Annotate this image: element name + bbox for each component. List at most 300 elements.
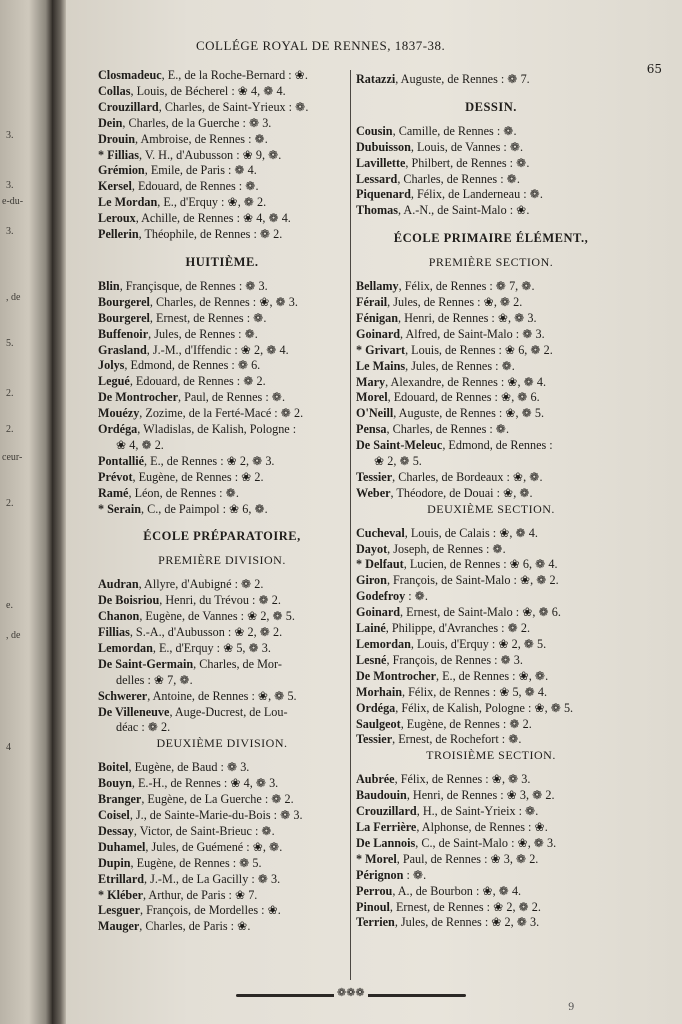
student-name: Lavillette (356, 155, 406, 170)
student-name: Cousin (356, 123, 393, 138)
student-name: Pontallié (98, 453, 145, 468)
list-item (356, 124, 626, 140)
student-name: Closmadeuc (98, 68, 162, 82)
list-item (356, 804, 626, 820)
right-column (356, 72, 626, 931)
student-name: Terrien (356, 915, 395, 930)
list-item (98, 116, 346, 132)
student-name: Cucheval (356, 525, 405, 540)
student-details: , Edouard, de Rennes : ❀, ❁ 6. (387, 390, 540, 405)
left-page-text-fragment: 2. (6, 498, 14, 509)
list-item (356, 140, 626, 156)
list-item (356, 605, 626, 621)
student-name: Jolys (98, 358, 125, 373)
student-details: , François, de Mordelles : ❀. (139, 903, 281, 918)
student-details: , Eugène, de La Guerche : ❁ 2. (141, 792, 294, 807)
left-page-text-fragment: e. (6, 600, 13, 611)
list-item (356, 279, 626, 295)
student-name: Tessier (356, 469, 393, 484)
subsection-heading: PREMIÈRE SECTION. (428, 255, 554, 270)
student-details: , Auguste, de Rennes : ❀, ❁ 5. (393, 406, 544, 421)
list-item (356, 486, 626, 502)
student-name: Boitel (98, 760, 129, 775)
student-name: Goinard (356, 326, 401, 341)
student-details: , J.-M., d'Iffendic : ❀ 2, ❁ 4. (146, 342, 289, 357)
student-details: , Félix, de Rennes : ❁ 7, ❁. (398, 279, 535, 294)
list-item (98, 132, 346, 148)
student-details: , Edmond, de Rennes : (442, 438, 553, 453)
student-name: Pensa (356, 422, 387, 437)
student-name: Giron (356, 573, 387, 588)
list-item (356, 589, 626, 605)
list-item (98, 609, 346, 625)
student-details: , Philippe, d'Avranches : ❁ 2. (385, 621, 530, 636)
list-item (356, 820, 626, 836)
student-details: , Antoine, de Rennes : ❀, ❁ 5. (147, 688, 297, 703)
list-item (356, 311, 626, 327)
student-name: * Delfaut (356, 557, 404, 572)
student-name: Duhamel (98, 839, 146, 854)
student-name: Blin (98, 278, 120, 293)
list-item (98, 279, 346, 295)
student-details: , Charles, de la Guerche : ❁ 3. (122, 115, 272, 130)
student-details: , Ernest, de Rennes : ❁. (149, 310, 267, 325)
list-item (98, 84, 346, 100)
student-name: Bourgerel (98, 294, 150, 309)
student-details: , Joseph, de Rennes : ❁. (387, 541, 506, 556)
student-name: * Kléber (98, 887, 144, 902)
student-details: , A., de Bourbon : ❀, ❁ 4. (392, 883, 522, 898)
student-name: Lainé (356, 621, 386, 636)
list-item (356, 557, 626, 573)
student-name: Grémion (98, 163, 145, 178)
student-details: , Eugène, de Rennes : ❁ 5. (130, 855, 262, 870)
left-page-text-fragment: e-du- (2, 196, 24, 207)
student-name: De Boisriou (98, 593, 160, 608)
list-item (356, 327, 626, 343)
student-name: Legué (98, 374, 130, 389)
student-details: , Félix, de Landerneau : ❁. (410, 187, 543, 202)
student-name: * Morel (356, 851, 397, 866)
entry-continuation: delles : ❀ 7, ❁. (116, 672, 193, 687)
subsection-heading: TROISIÈME SECTION. (426, 748, 556, 763)
student-details: , François, de Rennes : ❁ 3. (386, 652, 523, 667)
list-item (356, 542, 626, 558)
student-name: Lessard (356, 171, 398, 186)
student-name: Mary (356, 374, 386, 389)
student-details: , Auguste, de Rennes : ❁ 7. (395, 72, 530, 86)
list-item (98, 792, 346, 808)
list-item (356, 438, 626, 454)
list-item (356, 359, 626, 375)
student-details: , Louis, d'Erquy : ❀ 2, ❁ 5. (410, 637, 547, 651)
student-name: Goinard (356, 605, 401, 620)
student-details: , Charles, de Rennes : ❀, ❁ 3. (149, 294, 298, 309)
student-name: De Montrocher (356, 668, 436, 683)
list-item (356, 72, 626, 88)
student-name: La Ferrière (356, 819, 417, 834)
student-details: , Ernest, de Rochefort : ❁. (392, 732, 522, 747)
student-details: , Henri, du Trévou : ❁ 2. (159, 593, 281, 608)
list-item (356, 868, 626, 884)
section-heading: ÉCOLE PRÉPARATOIRE, (143, 529, 301, 544)
list-item (356, 203, 626, 219)
student-details: , E., de Rennes : ❀ 2, ❁ 3. (144, 453, 275, 468)
student-details: , Félix, de Rennes : ❀, ❁ 3. (394, 772, 531, 787)
list-item (356, 156, 626, 172)
list-item (98, 689, 346, 705)
left-page-edge (0, 0, 52, 1024)
student-details: , J., de Sainte-Marie-du-Bois : ❁ 3. (129, 807, 303, 822)
list-item (98, 577, 346, 593)
student-name: Prévot (98, 469, 133, 484)
student-name: Audran (98, 577, 139, 592)
student-name: Le Mains (356, 358, 406, 373)
student-details: , E., de la Roche-Bernard : ❀. (161, 68, 308, 82)
student-name: Férail (356, 294, 388, 309)
book-page (66, 0, 682, 1024)
section-heading: HUITIÈME. (185, 254, 259, 269)
student-details: , François, de Saint-Malo : ❀, ❁ 2. (386, 573, 559, 588)
student-details: , Charles, de Paris : ❀. (139, 919, 251, 934)
student-details: , Charles, de Mor- (193, 656, 282, 671)
student-details: , Françisque, de Rennes : ❁ 3. (119, 278, 268, 293)
left-page-text-fragment: 3. (6, 180, 14, 191)
student-name: Lesné (356, 652, 387, 667)
list-item (356, 390, 626, 406)
student-details: , E., de Rennes : ❀, ❁. (435, 668, 549, 683)
list-item (98, 919, 346, 935)
list-item (98, 903, 346, 919)
page-number: 65 (646, 62, 662, 76)
left-page-text-fragment: 2. (6, 388, 14, 399)
student-name: Dessay (98, 823, 134, 838)
list-item (98, 148, 346, 164)
student-details: , V. H., d'Aubusson : ❀ 9, ❁. (138, 147, 282, 162)
list-item (356, 685, 626, 701)
student-details: , Louis, de Bécherel : ❀ 4, ❁ 4. (130, 83, 286, 98)
list-item (98, 641, 346, 657)
student-name: Pérignon (356, 867, 404, 882)
student-name: Baudouin (356, 788, 407, 803)
list-item (356, 187, 626, 203)
student-details: , Lucien, de Rennes : ❀ 6, ❁ 4. (403, 557, 558, 572)
student-details: , Félix, de Rennes : ❀ 5, ❁ 4. (402, 684, 548, 699)
student-name: Branger (98, 792, 142, 807)
student-name: De Lannois (356, 835, 416, 850)
list-item (356, 884, 626, 900)
list-item (356, 669, 626, 685)
list-item (356, 621, 626, 637)
list-item (98, 625, 346, 641)
student-name: Ramé (98, 485, 129, 500)
student-name: Crouzillard (98, 99, 159, 114)
student-details: , Eugène, de Rennes : ❀ 2. (132, 469, 264, 484)
student-details: , Eugène, de Vannes : ❀ 2, ❁ 5. (139, 609, 295, 624)
student-details: , Jules, de Rennes : ❁. (405, 358, 515, 373)
student-name: Bouyn (98, 776, 132, 791)
student-name: Dayot (356, 541, 388, 556)
list-item (356, 900, 626, 916)
subsection-heading: DEUXIÈME SECTION. (427, 501, 555, 516)
list-item (356, 717, 626, 733)
student-details: , Victor, de Saint-Brieuc : ❁. (133, 823, 275, 838)
list-item (356, 375, 626, 391)
list-item (98, 593, 346, 609)
student-details: , Ernest, de Saint-Malo : ❀, ❁ 6. (400, 605, 561, 620)
list-item (98, 163, 346, 179)
left-page-text-fragment: 2. (6, 424, 14, 435)
left-page-text-fragment: , de (6, 630, 21, 641)
student-details: , Edouard, de Rennes : ❁. (131, 179, 259, 194)
book-gutter (52, 0, 66, 1024)
student-name: Mauger (98, 919, 140, 934)
student-details: , Charles, de Rennes : ❁. (397, 171, 520, 186)
list-item (98, 68, 346, 84)
student-details: , Allyre, d'Aubigné : ❁ 2. (138, 577, 264, 592)
page-header: COLLÉGE ROYAL DE RENNES, 1837-38. (196, 38, 446, 53)
student-name: Grasland (98, 342, 147, 357)
list-item (356, 343, 626, 359)
student-details: , Arthur, de Paris : ❀ 7. (143, 887, 258, 902)
student-name: Saulgeot (356, 716, 401, 731)
student-details: , A.-N., de Saint-Malo : ❀. (398, 203, 530, 218)
student-details: , Auge-Ducrest, de Lou- (169, 704, 288, 719)
list-item (98, 358, 346, 374)
section-heading: DESSIN. (465, 99, 517, 114)
left-page-text-fragment: , de (6, 292, 21, 303)
student-name: Etrillard (98, 871, 145, 886)
left-page-text-fragment: 3. (6, 130, 14, 141)
left-page-text-fragment: ceur- (2, 452, 23, 463)
list-item (98, 227, 346, 243)
student-details: , H., de Saint-Yrieix : ❁. (416, 804, 539, 819)
student-details: , Edmond, de Rennes : ❁ 6. (124, 358, 261, 373)
list-item (98, 195, 346, 211)
subsection-heading: DEUXIÈME DIVISION. (156, 736, 288, 751)
subsection-heading: PREMIÈRE DIVISION. (158, 553, 286, 568)
student-details: , Paul, de Rennes : ❀ 3, ❁ 2. (396, 851, 539, 866)
student-details: : ❁. (405, 589, 428, 604)
left-column (98, 68, 346, 935)
student-name: * Grivart (356, 342, 406, 357)
student-name: Pellerin (98, 227, 139, 242)
student-details: , Félix, de Kalish, Pologne : ❀, ❁ 5. (395, 700, 574, 715)
student-name: Collas (98, 83, 131, 98)
student-name: Lemordan (356, 637, 411, 651)
list-item (356, 772, 626, 788)
student-name: O'Neill (356, 406, 394, 421)
student-name: Fillias (98, 625, 130, 639)
list-item (98, 776, 346, 792)
student-name: Ordéga (98, 422, 138, 437)
list-item (98, 824, 346, 840)
list-item (98, 211, 346, 227)
student-details: , Théodore, de Douai : ❀, ❁. (390, 485, 533, 500)
student-details: , Théophile, de Rennes : ❁ 2. (138, 227, 283, 242)
list-item (98, 657, 346, 673)
student-details: : ❁. (403, 867, 427, 882)
student-details: , Jules, de Rennes : ❁. (148, 326, 258, 341)
student-details: , Philbert, de Rennes : ❁. (405, 155, 530, 170)
list-item (98, 327, 346, 343)
student-name: Lemordan (98, 640, 153, 655)
section-heading: ÉCOLE PRIMAIRE ÉLÉMENT., (393, 231, 589, 246)
student-name: Fénigan (356, 310, 398, 325)
student-details: , Alfred, de Saint-Malo : ❁ 3. (400, 326, 545, 341)
student-details: , E., d'Erquy : ❀, ❁ 2. (157, 195, 267, 210)
list-item (356, 172, 626, 188)
student-name: Le Mordan (98, 195, 158, 210)
list-item (356, 732, 626, 748)
student-details: , Charles, de Saint-Yrieux : ❁. (158, 99, 309, 114)
student-details: , Charles, de Rennes : ❁. (386, 422, 510, 437)
student-name: Buffenoir (98, 326, 149, 341)
student-name: Ratazzi (356, 72, 396, 86)
student-name: Lesguer (98, 903, 140, 918)
student-name: Drouin (98, 131, 136, 146)
student-name: Crouzillard (356, 804, 417, 819)
list-item (98, 179, 346, 195)
student-details: , Eugène, de Baud : ❁ 3. (128, 760, 250, 775)
student-details: , Wladislas, de Kalish, Pologne : (137, 422, 297, 437)
list-item (98, 486, 346, 502)
list-item (98, 760, 346, 776)
student-details: , Jules, de Rennes : ❀, ❁ 2. (387, 294, 523, 309)
student-name: De Saint-Germain (98, 656, 194, 671)
student-name: Morhain (356, 684, 403, 699)
student-name: Coisel (98, 807, 130, 822)
column-divider (350, 70, 351, 980)
list-item (356, 788, 626, 804)
list-item (356, 526, 626, 542)
list-item (98, 454, 346, 470)
left-page-text-fragment: 5. (6, 338, 14, 349)
student-name: Morel (356, 390, 388, 405)
list-item (98, 100, 346, 116)
student-details: , E., d'Erquy : ❀ 5, ❁ 3. (152, 640, 271, 655)
entry-continuation: ❀ 2, ❁ 5. (374, 454, 422, 469)
student-name: Perrou (356, 883, 393, 898)
list-item (356, 470, 626, 486)
list-item (356, 852, 626, 868)
student-details: , Emile, de Paris : ❁ 4. (144, 163, 257, 178)
student-details: , Léon, de Rennes : ❁. (128, 485, 239, 500)
student-name: Ordéga (356, 700, 396, 715)
entry-continuation: ❀ 4, ❁ 2. (116, 437, 164, 452)
student-details: , Eugène, de Rennes : ❁ 2. (400, 716, 532, 731)
student-details: , S.-A., d'Aubusson : ❀ 2, ❁ 2. (129, 625, 283, 639)
student-name: De Villeneuve (98, 704, 170, 719)
list-item (98, 406, 346, 422)
student-details: , Charles, de Bordeaux : ❀, ❁. (392, 469, 543, 484)
student-name: Kersel (98, 179, 132, 194)
student-name: Chanon (98, 609, 140, 624)
list-item (98, 422, 346, 438)
entry-continuation: déac : ❁ 2. (116, 720, 171, 735)
student-name: * Fillias (98, 147, 139, 162)
student-details: , Louis, de Vannes : ❁. (410, 139, 524, 154)
list-item (98, 343, 346, 359)
list-item (356, 836, 626, 852)
student-details: , Paul, de Rennes : ❁. (177, 390, 286, 405)
student-name: Dubuisson (356, 139, 411, 154)
student-name: Leroux (98, 211, 136, 226)
student-details: , Henri, de Rennes : ❀ 3, ❁ 2. (406, 788, 555, 803)
student-name: Thomas (356, 203, 398, 218)
student-name: De Saint-Meleuc (356, 438, 443, 453)
list-item (98, 872, 346, 888)
student-name: Piquenard (356, 187, 411, 202)
student-details: , Jules, de Guémené : ❀, ❁. (145, 839, 283, 854)
student-name: Dein (98, 115, 123, 130)
list-item (356, 573, 626, 589)
list-item (98, 888, 346, 904)
student-details: , Ambroise, de Rennes : ❁. (135, 131, 268, 146)
student-details: , Edouard, de Rennes : ❁ 2. (129, 374, 266, 389)
student-details: , Ernest, de Rennes : ❀ 2, ❁ 2. (389, 899, 541, 914)
student-details: , Alphonse, de Rennes : ❀. (416, 819, 548, 834)
signature-mark: 9 (568, 1002, 575, 1013)
student-name: Weber (356, 485, 391, 500)
student-name: Godefroy (356, 589, 406, 604)
list-item (356, 915, 626, 931)
list-item (356, 422, 626, 438)
student-name: Bellamy (356, 279, 399, 294)
list-item (98, 808, 346, 824)
left-page-text-fragment: 3. (6, 226, 14, 237)
student-name: Aubrée (356, 772, 395, 787)
left-page-text-fragment: 4 (6, 742, 11, 753)
student-details: , C., de Saint-Malo : ❀, ❁ 3. (415, 835, 557, 850)
student-name: Dupin (98, 855, 131, 870)
list-item (98, 390, 346, 406)
student-details: , Camille, de Rennes : ❁. (392, 123, 517, 138)
student-details: , Louis, de Calais : ❀, ❁ 4. (404, 525, 538, 540)
list-item (98, 311, 346, 327)
list-item (98, 502, 346, 518)
list-item (356, 701, 626, 717)
list-item (356, 637, 626, 653)
list-item (98, 705, 346, 721)
student-name: Schwerer (98, 688, 148, 703)
list-item (98, 856, 346, 872)
footer-ornament: ❁❁❁ (334, 986, 368, 999)
list-item (98, 470, 346, 486)
student-details: , E.-H., de Rennes : ❀ 4, ❁ 3. (131, 776, 279, 791)
list-item (98, 374, 346, 390)
student-name: De Montrocher (98, 390, 178, 405)
list-item (98, 295, 346, 311)
student-details: , Louis, de Rennes : ❀ 6, ❁ 2. (405, 342, 553, 357)
student-details: , J.-M., de La Gacilly : ❁ 3. (144, 871, 281, 886)
student-name: Pinoul (356, 899, 390, 914)
list-item (356, 653, 626, 669)
student-name: Tessier (356, 732, 393, 747)
list-item (356, 295, 626, 311)
list-item (98, 840, 346, 856)
list-item (356, 406, 626, 422)
student-details: , Alexandre, de Rennes : ❀, ❁ 4. (385, 374, 546, 389)
student-name: * Serain (98, 501, 141, 516)
student-details: , C., de Paimpol : ❀ 6, ❁. (141, 501, 268, 516)
student-details: , Henri, de Rennes : ❀, ❁ 3. (397, 310, 537, 325)
student-name: Bourgerel (98, 310, 150, 325)
student-name: Mouézy (98, 406, 140, 421)
student-details: , Jules, de Rennes : ❀ 2, ❁ 3. (394, 915, 540, 930)
student-details: , Zozime, de la Ferté-Macé : ❁ 2. (139, 406, 304, 421)
student-details: , Achille, de Rennes : ❀ 4, ❁ 4. (135, 211, 291, 226)
